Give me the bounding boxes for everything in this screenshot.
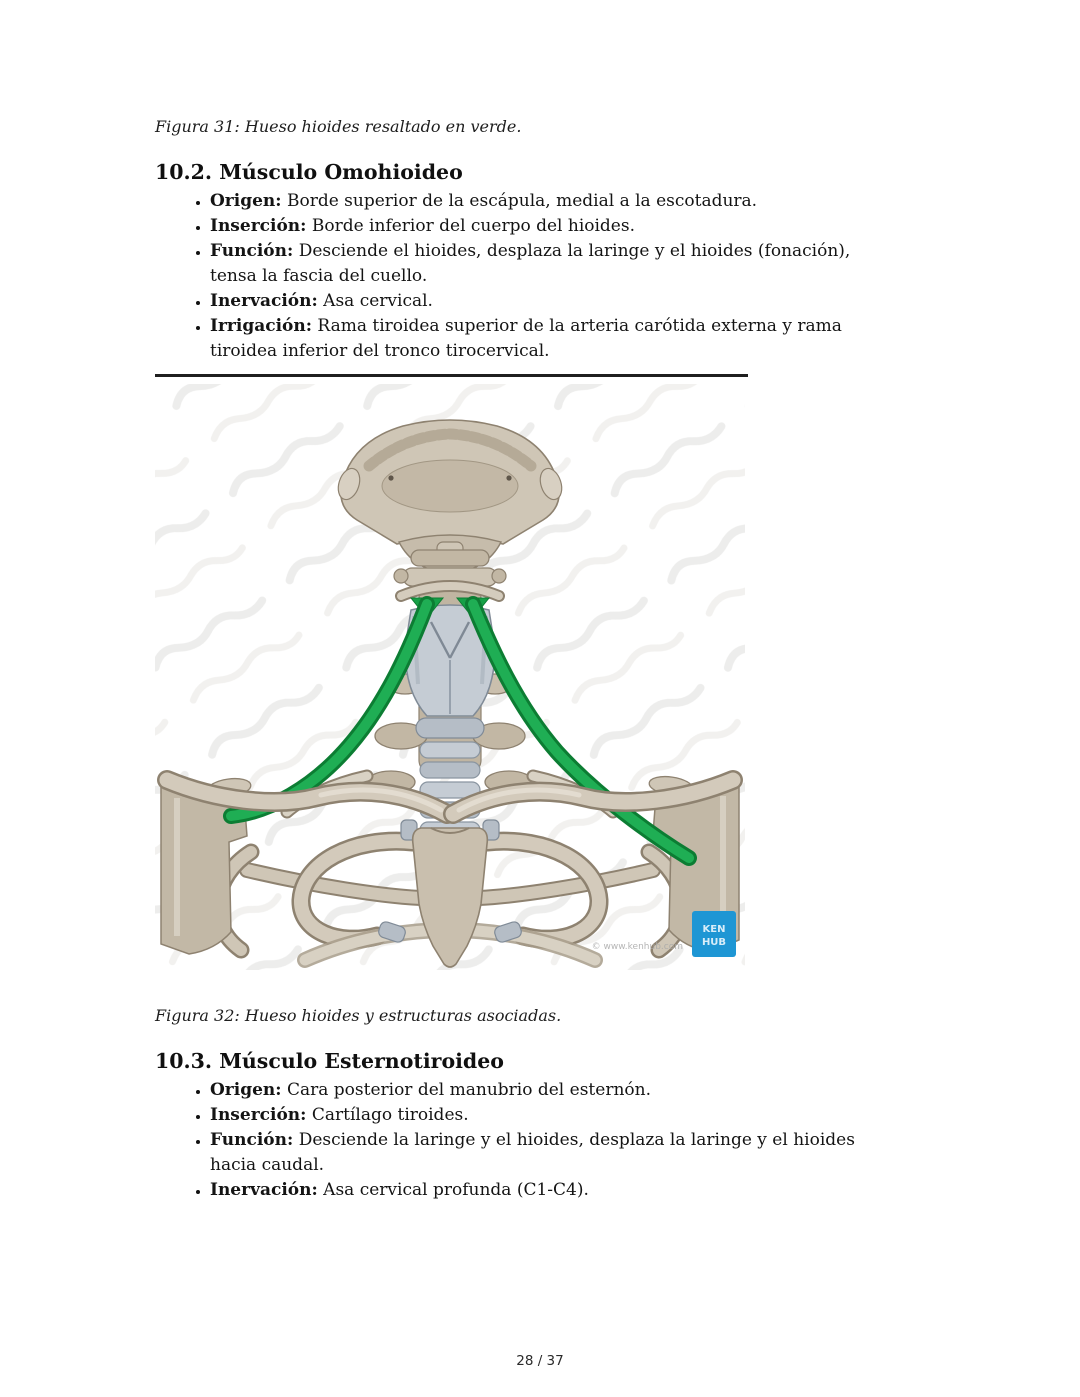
bullet-item xyxy=(210,289,900,314)
bullet-text: Borde superior de la escápula, medial a la escotadura. xyxy=(286,191,758,211)
image-credit: © www.kenhub.com xyxy=(591,942,683,952)
figure-caption-32: Figura 32: Hueso hioides y estructuras asociadas. xyxy=(155,1006,562,1025)
section-10-3-bullet-list xyxy=(155,1078,900,1203)
section-heading-10-3: 10.3. Músculo Esternotiroideo xyxy=(155,1049,504,1073)
kenhub-logo-text-line1: KEN xyxy=(702,924,726,935)
bullet-item xyxy=(210,1128,900,1178)
section-10-2-bullet-list xyxy=(155,189,900,364)
section-heading-10-2: 10.2. Músculo Omohioideo xyxy=(155,160,463,184)
cricoid-cartilage xyxy=(416,718,484,738)
bullet-label: Inserción: xyxy=(210,216,307,236)
bullet-item xyxy=(210,314,900,364)
hyoid-anatomy-illustration xyxy=(155,384,745,970)
bullet-text: Desciende el hioides, desplaza la laringe y el hioides (fonación), tensa la fascia del cuello. xyxy=(210,241,851,286)
bullet-label: Irrigación: xyxy=(210,316,313,336)
bullet-label: Función: xyxy=(210,1130,294,1150)
bullet-label: Inervación: xyxy=(210,291,318,311)
anatomy-figure xyxy=(155,384,745,970)
bullet-item xyxy=(210,1178,900,1203)
bullet-text: Asa cervical. xyxy=(323,291,433,311)
bullet-text: Rama tiroidea superior de la arteria carótida externa y rama tiroidea inferior del tronco tirocervical. xyxy=(210,316,842,361)
figure-caption-31: Figura 31: Hueso hioides resaltado en verde. xyxy=(155,117,522,136)
bullet-label: Origen: xyxy=(210,191,282,211)
bullet-item xyxy=(210,1078,900,1103)
bullet-text: Cara posterior del manubrio del esternón. xyxy=(286,1080,651,1100)
document-page xyxy=(155,0,900,1203)
kenhub-logo xyxy=(692,911,736,957)
horizontal-rule xyxy=(155,374,748,377)
bullet-label: Inserción: xyxy=(210,1105,307,1125)
bullet-label: Inervación: xyxy=(210,1180,318,1200)
bullet-item xyxy=(210,239,900,289)
bullet-item xyxy=(210,214,900,239)
bullet-item xyxy=(210,1103,900,1128)
page-number: 28 / 37 xyxy=(516,1353,564,1369)
bullet-item xyxy=(210,189,900,214)
kenhub-logo-text-line2: HUB xyxy=(701,937,727,948)
bullet-label: Función: xyxy=(210,241,294,261)
bullet-text: Asa cervical profunda (C1-C4). xyxy=(323,1180,589,1200)
bullet-label: Origen: xyxy=(210,1080,282,1100)
bullet-text: Borde inferior del cuerpo del hioides. xyxy=(311,216,636,236)
bullet-text: Desciende la laringe y el hioides, desplaza la laringe y el hioides hacia caudal. xyxy=(210,1130,855,1175)
bullet-text: Cartílago tiroides. xyxy=(311,1105,469,1125)
